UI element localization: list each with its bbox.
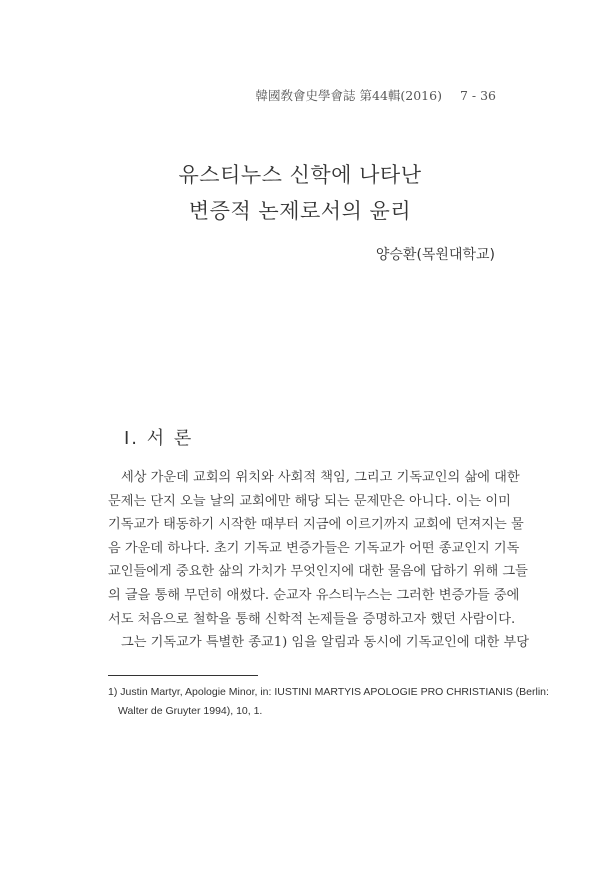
article-title: [0, 157, 600, 229]
footnote: [108, 683, 549, 721]
running-header: [256, 86, 496, 104]
body-line: 기독교가 태동하기 시작한 때부터 지금에 이르기까지 교회에 던져지는 물: [108, 517, 524, 533]
footnote-divider: [108, 675, 258, 676]
body-line: 서도 처음으로 철학을 통해 신학적 논제들을 증명하고자 했던 사람이다.: [108, 611, 516, 627]
title-line-1: 유스티누스 신학에 나타난: [178, 163, 422, 187]
title-line-2: 변증적 논제로서의 윤리: [188, 199, 412, 223]
footnote-line: 1) Justin Martyr, Apologie Minor, in: IUSTINI MARTYIS APOLOGIE PRO CHRISTIANIS (Berlin:: [108, 686, 549, 698]
author-affiliation: 양승환(목원대학교): [375, 247, 495, 263]
body-paragraph: [108, 466, 529, 655]
page-range: 7 - 36: [459, 88, 496, 103]
body-line: 세상 가운데 교회의 위치와 사회적 책임, 그리고 기독교인의 삶에 대한: [121, 470, 520, 485]
body-line: 의 글을 통해 무던히 애썼다. 순교자 유스티누스는 그러한 변증가들 중에: [108, 587, 520, 603]
body-line: 음 가운데 하나다. 초기 기독교 변증가들은 기독교가 어떤 종교인지 기독: [108, 540, 520, 556]
footnote-line: Walter de Gruyter 1994), 10, 1.: [118, 705, 263, 717]
body-line: 교인들에게 중요한 삶의 가치가 무엇인지에 대한 물음에 답하기 위해 그들: [108, 564, 528, 580]
body-line: 그는 기독교가 특별한 종교1) 임을 알림과 동시에 기독교인에 대한 부당: [121, 635, 529, 651]
body-line: 문제는 단지 오늘 날의 교회에만 해당 되는 문제만은 아니다. 이는 이미: [108, 493, 511, 509]
journal-name: 韓國敎會史學會誌 第44輯(2016): [255, 88, 442, 103]
section-heading: Ⅰ. 서 론: [124, 428, 194, 449]
